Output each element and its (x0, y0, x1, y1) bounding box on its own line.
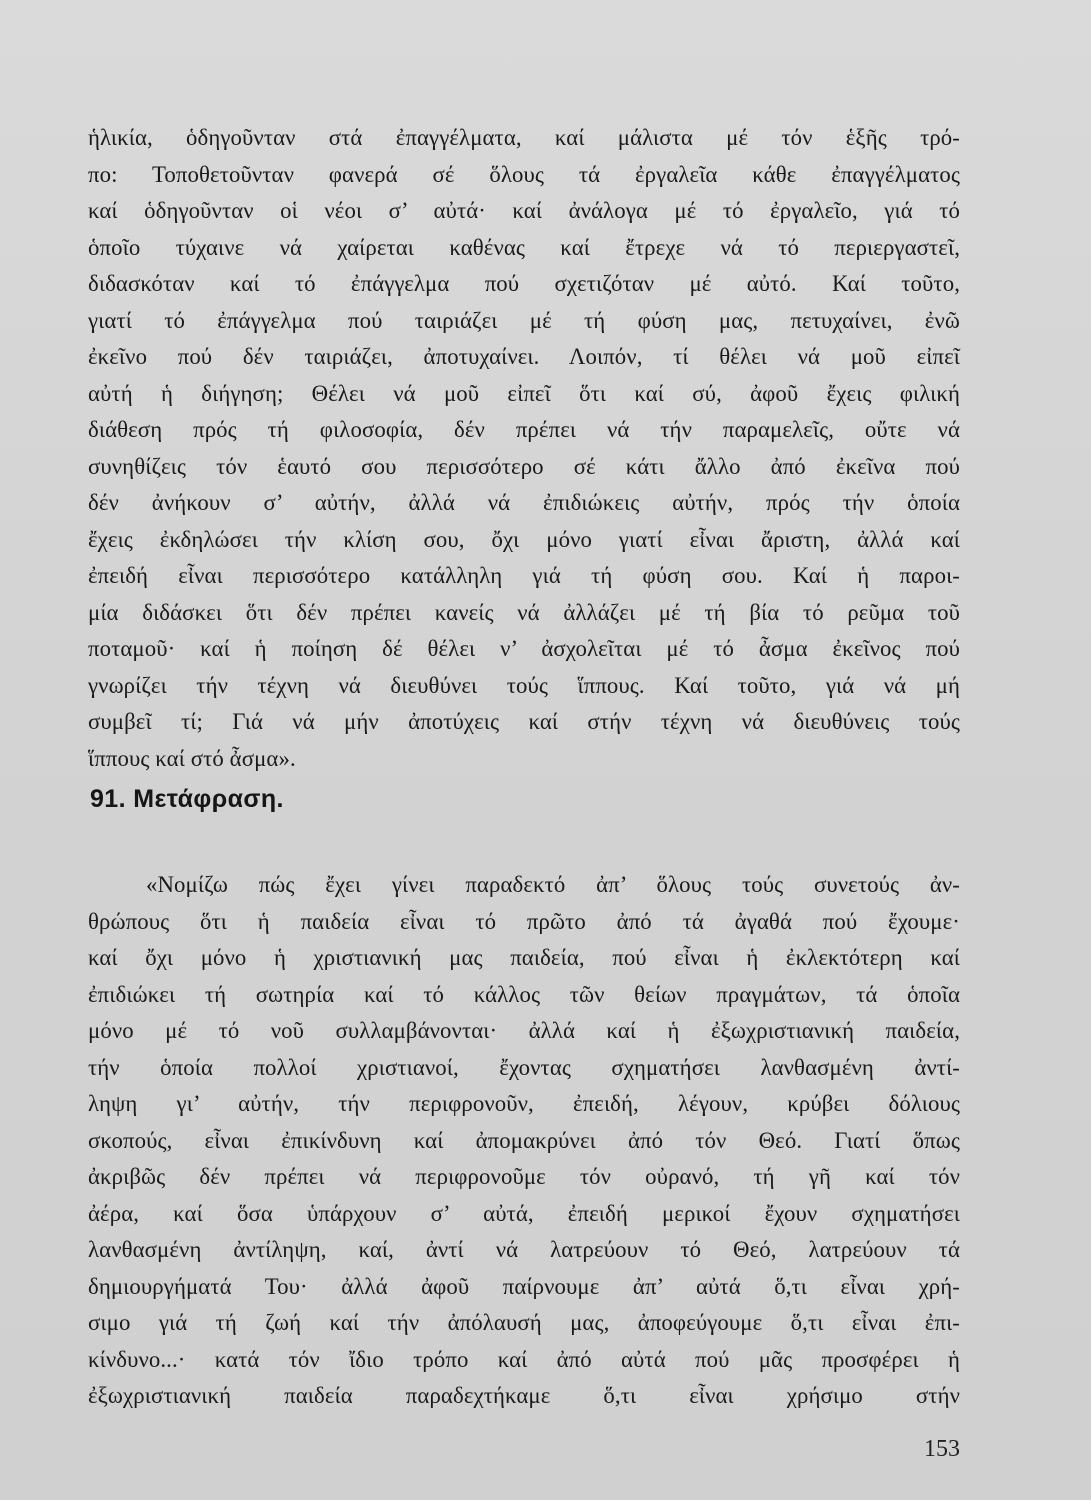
text-line: σιμο γιά τή ζωή καί τήν ἀπόλαυσή μας, ἀποφεύγουμε ὅ,τι εἶναι ἐπι- (88, 1310, 960, 1335)
text-line: μία διδάσκει ὅτι δέν πρέπει κανείς νά ἀλλάζει μέ τή βία τό ρεῦμα τοῦ (88, 599, 960, 625)
text-line: λανθασμένη ἀντίληψη, καί, ἀντί νά λατρεύουν τό Θεό, λατρεύουν τά (88, 1237, 960, 1262)
text-line: κίνδυνο...· κατά τόν ἴδιο τρόπο καί ἀπό αὐτά πού μᾶς προσφέρει ἡ (88, 1346, 960, 1372)
text-line: ἐξωχριστιανική παιδεία παραδεχτήκαμε ὅ,τι εἶναι χρήσιμο στήν (88, 1383, 960, 1408)
text-line: ἐκεῖνο πού δέν ταιριάζει, ἀποτυχαίνει. Λοιπόν, τί θέλει νά μοῦ εἰπεῖ (88, 344, 960, 369)
text-line: ἔχεις ἐκδηλώσει τήν κλίση σου, ὄχι μόνο γιατί εἶναι ἄριστη, ἀλλά καί (88, 526, 960, 552)
paragraph-bottom (88, 867, 960, 1415)
text-line: συμβεῖ τί; Γιά νά μήν ἀποτύχεις καί στήν τέχνη νά διευθύνεις τούς (88, 709, 960, 734)
text-line: θρώπους ὅτι ἡ παιδεία εἶναι τό πρῶτο ἀπό τά ἀγαθά πού ἔχουμε· (88, 908, 960, 934)
text-line: σκοπούς, εἶναι ἐπικίνδυνη καί ἀπομακρύνει ἀπό τόν Θεό. Γιατί ὅπως (88, 1127, 960, 1153)
text-line: γιατί τό ἐπάγγελμα πού ταιριάζει μέ τή φύση μας, πετυχαίνει, ἐνῶ (88, 307, 960, 333)
text-line: ἀκριβῶς δέν πρέπει νά περιφρονοῦμε τόν οὐρανό, τή γῆ καί τόν (88, 1164, 960, 1189)
text-line: καί ὄχι μόνο ἡ χριστιανική μας παιδεία, πού εἶναι ἡ ἐκλεκτότερη καί (88, 945, 960, 970)
text-line: γνωρίζει τήν τέχνη νά διευθύνει τούς ἵππους. Καί τοῦτο, γιά νά μή (88, 672, 960, 698)
text-line: διδασκόταν καί τό ἐπάγγελμα πού σχετιζόταν μέ αὐτό. Καί τοῦτο, (88, 271, 960, 296)
page-number: 153 (924, 1436, 960, 1462)
section-heading: 91. Μετάφραση. (90, 785, 284, 813)
text-line: δέν ἀνήκουν σ’ αὐτήν, ἀλλά νά ἐπιδιώκεις αὐτήν, πρός τήν ὁποία (88, 490, 960, 515)
text-line: ἐπειδή εἶναι περισσότερο κατάλληλη γιά τή φύση σου. Καί ἡ παροι- (88, 563, 960, 588)
text-line: συνηθίζεις τόν ἑαυτό σου περισσότερο σέ κάτι ἄλλο ἀπό ἐκεῖνα πού (88, 453, 960, 479)
text-line: καί ὁδηγοῦνταν οἱ νέοι σ’ αὐτά· καί ἀνάλογα μέ τό ἐργαλεῖο, γιά τό (88, 198, 960, 223)
text-line: τήν ὁποία πολλοί χριστιανοί, ἔχοντας σχηματήσει λανθασμένη ἀντί- (88, 1054, 960, 1080)
text-line: ὁποῖο τύχαινε νά χαίρεται καθένας καί ἔτρεχε νά τό περιεργαστεῖ, (88, 234, 960, 260)
text-line: πο: Τοποθετοῦνταν φανερά σέ ὅλους τά ἐργαλεῖα κάθε ἐπαγγέλματος (88, 161, 960, 187)
text-line: ληψη γι’ αὐτήν, τήν περιφρονοῦν, ἐπειδή, λέγουν, κρύβει δόλιους (88, 1091, 960, 1116)
text-line: ἡλικία, ὁδηγοῦνταν στά ἐπαγγέλματα, καί μάλιστα μέ τόν ἑξῆς τρό- (88, 125, 960, 150)
text-line: αὐτή ἡ διήγηση; Θέλει νά μοῦ εἰπεῖ ὅτι καί σύ, ἀφοῦ ἔχεις φιλική (88, 380, 960, 406)
text-line: «Νομίζω πώς ἔχει γίνει παραδεκτό ἀπ’ ὅλους τούς συνετούς ἀν- (146, 872, 960, 897)
text-line: διάθεση πρός τή φιλοσοφία, δέν πρέπει νά τήν παραμελεῖς, οὔτε νά (88, 417, 960, 442)
text-line: μόνο μέ τό νοῦ συλλαμβάνονται· ἀλλά καί ἡ ἐξωχριστιανική παιδεία, (88, 1018, 960, 1043)
text-line: ἐπιδιώκει τή σωτηρία καί τό κάλλος τῶν θείων πραγμάτων, τά ὁποῖα (88, 981, 960, 1007)
paragraph-top (88, 120, 960, 777)
text-line: δημιουργήματά Του· ἀλλά ἀφοῦ παίρνουμε ἀπ’ αὐτά ὅ,τι εἶναι χρή- (88, 1273, 960, 1299)
text-line: ποταμοῦ· καί ἡ ποίηση δέ θέλει ν’ ἀσχολεῖται μέ τό ἆσμα ἐκεῖνος πού (88, 636, 960, 661)
text-line: ἵππους καί στό ἆσμα». (88, 745, 296, 771)
text-line: ἀέρα, καί ὅσα ὑπάρχουν σ’ αὐτά, ἐπειδή μερικοί ἔχουν σχηματήσει (88, 1200, 960, 1226)
